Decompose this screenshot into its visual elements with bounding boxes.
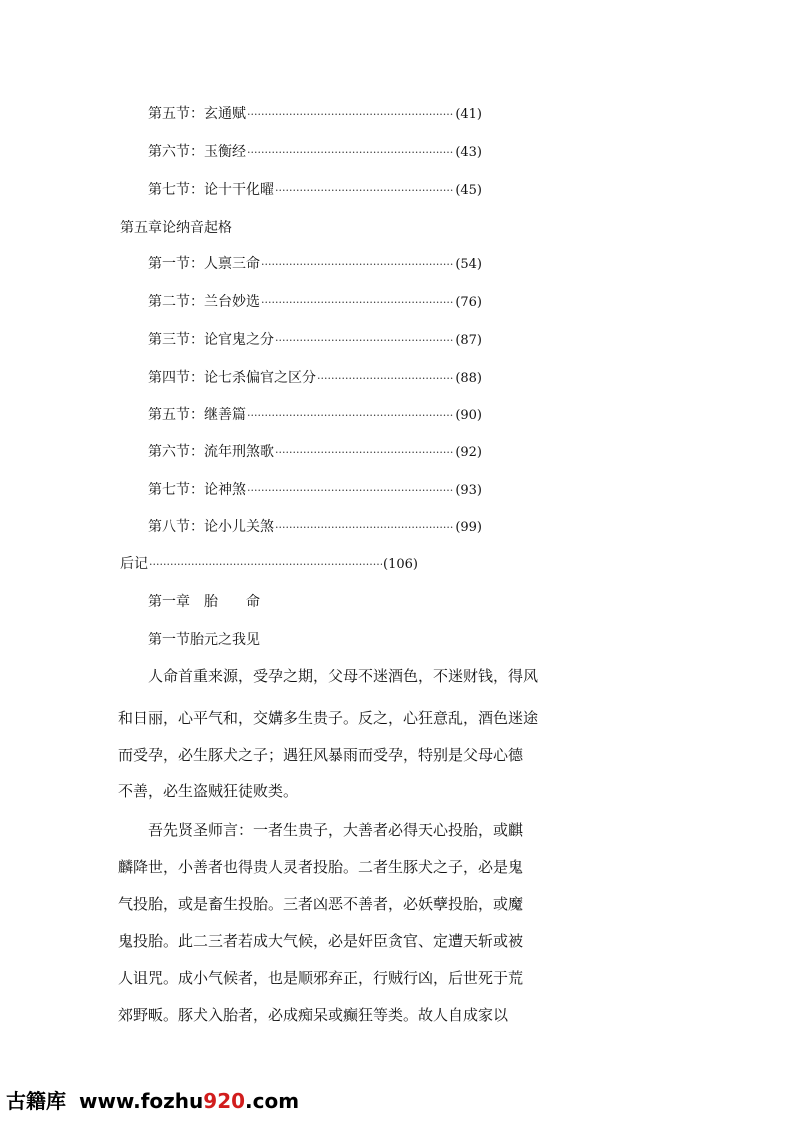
footer-site-link[interactable] [6, 1088, 299, 1114]
site-name: 古籍库 [6, 1089, 66, 1113]
toc-leader-dots [275, 515, 454, 540]
toc-title: 论十干化曜 [204, 182, 274, 198]
toc-chapter-heading[interactable]: 第五章论纳音起格 [120, 220, 232, 236]
toc-entry[interactable] [148, 252, 482, 276]
toc-section-number: 第八节： [148, 519, 204, 535]
toc-title: 玄通赋 [204, 106, 246, 122]
toc-entry[interactable] [148, 102, 482, 126]
toc-title: 论神煞 [204, 482, 246, 498]
body-text-line: 和日丽，心平气和，交媾多生贵子。反之，心狂意乱，酒色迷途 [118, 709, 539, 727]
toc-page-number: (76) [455, 295, 482, 310]
toc-title: 玉衡经 [204, 144, 246, 160]
toc-page-number: (93) [455, 483, 482, 498]
toc-title: 后记 [120, 556, 148, 572]
body-text-line: 人诅咒。成小气候者，也是顺邪弃正，行贼行凶，后世死于荒 [118, 969, 524, 987]
body-text-line: 鬼投胎。此二三者若成大气候，必是奸臣贪官、定遭天斩或被 [118, 932, 524, 950]
toc-entry[interactable] [148, 290, 482, 314]
toc-entry[interactable] [148, 328, 482, 352]
site-url-suffix: .com [245, 1089, 300, 1113]
toc-leader-dots [247, 140, 454, 165]
toc-entry-afterword[interactable] [120, 552, 418, 576]
toc-section-number: 第六节： [148, 444, 204, 460]
toc-entry[interactable] [148, 403, 482, 427]
body-text-line: 人命首重来源，受孕之期，父母不迷酒色，不迷财钱，得风 [148, 667, 539, 685]
toc-entry[interactable] [148, 140, 482, 164]
toc-section-number: 第六节： [148, 144, 204, 160]
toc-leader-dots [275, 328, 454, 353]
toc-section-number: 第五节： [148, 106, 204, 122]
toc-leader-dots [247, 102, 454, 127]
toc-section-number: 第五节： [148, 407, 204, 423]
toc-page-number: (45) [455, 183, 482, 198]
toc-title: 论七杀偏官之区分 [204, 370, 316, 386]
toc-leader-dots [275, 440, 454, 465]
toc-page-number: (99) [455, 520, 482, 535]
site-url-number: 920 [203, 1089, 246, 1113]
body-text-line: 吾先贤圣师言：一者生贵子，大善者必得天心投胎，或麒 [148, 821, 524, 839]
toc-page-number: (41) [455, 107, 482, 122]
toc-page-number: (92) [455, 445, 482, 460]
toc-title: 论小儿关煞 [204, 519, 274, 535]
toc-leader-dots [261, 290, 454, 315]
body-text-line: 气投胎，或是畜生投胎。三者凶恶不善者，必妖孽投胎，或魔 [118, 895, 524, 913]
site-url-prefix: www.fozhu [78, 1089, 204, 1113]
toc-title: 人禀三命 [204, 256, 260, 272]
toc-entry[interactable] [148, 178, 482, 202]
toc-entry[interactable] [148, 515, 482, 539]
toc-leader-dots [261, 252, 454, 277]
toc-title: 流年刑煞歌 [204, 444, 274, 460]
toc-entry[interactable] [148, 366, 482, 390]
toc-leader-dots [149, 552, 382, 577]
toc-page-number: (88) [455, 371, 482, 386]
toc-leader-dots [317, 366, 454, 391]
toc-leader-dots [275, 178, 454, 203]
body-text-line: 郊野畈。豚犬入胎者，必成痴呆或癫狂等类。故人自成家以 [118, 1006, 509, 1024]
section-title: 第一节胎元之我见 [148, 632, 260, 648]
body-text-line: 不善，必生盗贼狂徒败类。 [118, 782, 299, 800]
toc-leader-dots [247, 403, 454, 428]
body-text-line: 而受孕，必生豚犬之子；遇狂风暴雨而受孕，特别是父母心德 [118, 746, 524, 764]
toc-page-number: (87) [455, 333, 482, 348]
toc-section-number: 第三节： [148, 332, 204, 348]
toc-section-number: 第一节： [148, 256, 204, 272]
toc-page-number: (106) [383, 557, 418, 572]
toc-section-number: 第二节： [148, 294, 204, 310]
body-text-line: 麟降世，小善者也得贵人灵者投胎。二者生豚犬之子，必是鬼 [118, 858, 524, 876]
toc-page-number: (43) [455, 145, 482, 160]
toc-page-number: (90) [455, 408, 482, 423]
toc-title: 继善篇 [204, 407, 246, 423]
chapter-title: 第一章 胎 命 [148, 594, 260, 610]
toc-title: 论官鬼之分 [204, 332, 274, 348]
toc-title: 兰台妙选 [204, 294, 260, 310]
toc-section-number: 第四节： [148, 370, 204, 386]
toc-section-number: 第七节： [148, 482, 204, 498]
toc-entry[interactable] [148, 478, 482, 502]
toc-page-number: (54) [455, 257, 482, 272]
toc-leader-dots [247, 478, 454, 503]
toc-section-number: 第七节： [148, 182, 204, 198]
toc-entry[interactable] [148, 440, 482, 464]
